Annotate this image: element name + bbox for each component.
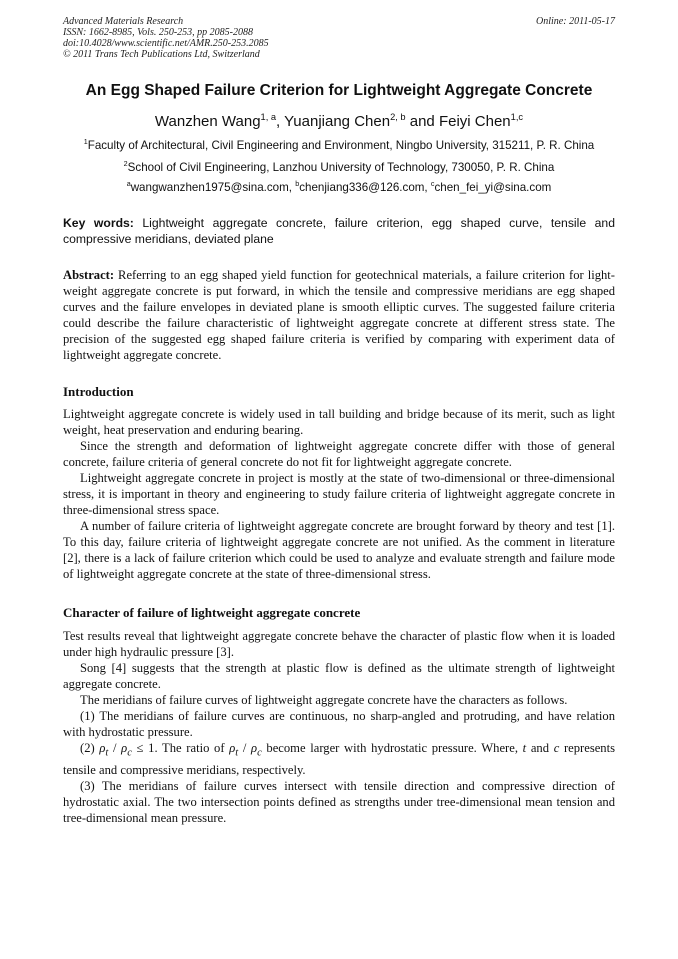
author-sup: 2, b [390, 112, 406, 122]
rho-symbol: ρ [251, 741, 258, 755]
journal-header [63, 16, 615, 60]
email-text: wangwanzhen1975@sina.com, [130, 181, 296, 194]
email-sup: a [126, 179, 131, 189]
email-text: chen_fei_yi@sina.com [434, 181, 552, 194]
issn-line: ISSN: 1662-8985, Vols. 250-253, pp 2085-2088 [63, 27, 253, 38]
section-heading-introduction: Introduction [63, 384, 134, 399]
item-prefix: (2) [80, 741, 100, 755]
item-tail: represents tensile and compressive meridians, respectively. [63, 741, 616, 777]
paragraph: A number of failure criteria of lightweight aggregate concrete are brought forward by theory and test [1]. To this day, failure criteria of lightweight aggregate concrete are not unified. As the comment in literature [2], there is a lack of failure criterion which could be used to analyze and evaluate strength and failure mode of lightweight aggregate concrete at the state of three-dimensional stress. [63, 519, 615, 581]
paragraph: Test results reveal that lightweight aggregate concrete behave the character of plastic flow when it is loaded under high hydraulic pressure [3]. [63, 629, 615, 659]
item-rest: become larger with hydrostatic pressure. Where, [261, 741, 523, 755]
paragraph-item-2 [63, 740, 615, 778]
sub-c: c [127, 747, 132, 759]
affiliation-2 [40, 161, 638, 174]
keywords-label: Key words: [63, 216, 134, 230]
email-sup: b [295, 179, 300, 189]
sub-t: t [105, 747, 109, 759]
item-mid: . The ratio of [154, 741, 230, 755]
author-sup: 1,c [510, 112, 524, 122]
author-separator: , [276, 113, 285, 130]
author-name: Wanzhen Wang [154, 113, 261, 130]
affiliation-1 [40, 139, 638, 152]
abstract [63, 267, 615, 363]
journal-name: Advanced Materials Research [63, 16, 184, 27]
sub-c: c [257, 747, 262, 759]
le-one: ≤ 1 [131, 741, 155, 755]
author-sup: 1, a [260, 112, 277, 122]
affiliation-sup: 2 [123, 159, 128, 169]
symbol-c: c [553, 741, 560, 755]
keywords [63, 215, 615, 247]
affiliation-sup: 1 [83, 137, 88, 147]
abstract-label: Abstract: [63, 268, 115, 282]
online-date: Online: 2011-05-17 [536, 16, 615, 27]
author-and: and [405, 113, 439, 130]
doi-line: doi:10.4028/www.scientific.net/AMR.250-253.2085 [63, 38, 269, 49]
email-text: chenjiang336@126.com, [299, 181, 431, 194]
rho-t [229, 741, 239, 759]
paragraph: Lightweight aggregate concrete in project is mostly at the state of two-dimensional or three-dimensional stress, it is important in theory and engineering to study failure criteria of lightweight aggregate concrete in three-dimensional stress space. [63, 471, 615, 517]
paragraph: (1) The meridians of failure curves are continuous, no sharp-angled and protruding, and have relation with hydrostatic pressure. [63, 709, 615, 739]
email-line [40, 181, 638, 194]
paragraph: Since the strength and deformation of lightweight aggregate concrete differ with those of general concrete, failure criteria of general concrete do not fit for lightweight aggregate concrete. [63, 439, 615, 469]
slash: / [238, 741, 252, 755]
author-name: Yuanjiang Chen [284, 113, 391, 130]
character-body [63, 628, 615, 826]
sub-t: t [235, 747, 239, 759]
author-name: Feiyi Chen [438, 113, 511, 130]
author-line [40, 113, 638, 130]
email-sup: c [430, 179, 435, 189]
rho-symbol: ρ [121, 741, 128, 755]
abstract-text: Referring to an egg shaped yield function for geotechnical materials, a failure criterion for light-weight aggregate concrete is put forward, in which the tensile and compressive meridians are egg shaped curves and the failure envelopes in deviated plane is smooth elliptic curves. The suggested failure criteria could describe the failure characteristic of lightweight aggregate concrete at different stress state. The precision of the suggested egg shaped failure criteria is verified by comparing with experiment data of lightweight aggregate concrete. [63, 268, 615, 362]
rho-c [251, 741, 262, 759]
paragraph: The meridians of failure curves of lightweight aggregate concrete have the characters as follows. [80, 693, 568, 707]
keywords-text: Lightweight aggregate concrete, failure criterion, egg shaped curve, tensile and compressive meridians, deviated plane [63, 216, 615, 246]
symbol-t: t [522, 741, 527, 755]
copyright-line: © 2011 Trans Tech Publications Ltd, Switzerland [63, 49, 260, 60]
rho-symbol: ρ [99, 741, 106, 755]
rho-symbol: ρ [229, 741, 236, 755]
paragraph: (3) The meridians of failure curves intersect with tensile direction and compressive direction of hydrostatic axial. The two intersection points defined as strengths under tree-dimensional mean tension and tree-dimensional mean pressure. [63, 778, 615, 825]
affiliation-text: Faculty of Architectural, Civil Engineering and Environment, Ningbo University, 315211, P. R. China [87, 139, 595, 152]
paragraph: Lightweight aggregate concrete is widely used in tall building and bridge because of its merit, such as light weight, heat preservation and enduring bearing. [63, 407, 615, 437]
rho-t [99, 741, 109, 759]
rho-c [121, 741, 132, 759]
introduction-body [63, 406, 615, 582]
paragraph: Song [4] suggests that the strength at plastic flow is defined as the ultimate strength of lightweight aggregate concrete. [63, 661, 615, 691]
paper-title: An Egg Shaped Failure Criterion for Lightweight Aggregate Concrete [85, 82, 593, 99]
section-heading-character: Character of failure of lightweight aggregate concrete [63, 605, 361, 620]
item-and: and [526, 741, 554, 755]
affiliation-text: School of Civil Engineering, Lanzhou University of Technology, 730050, P. R. China [127, 161, 555, 174]
slash: / [108, 741, 122, 755]
